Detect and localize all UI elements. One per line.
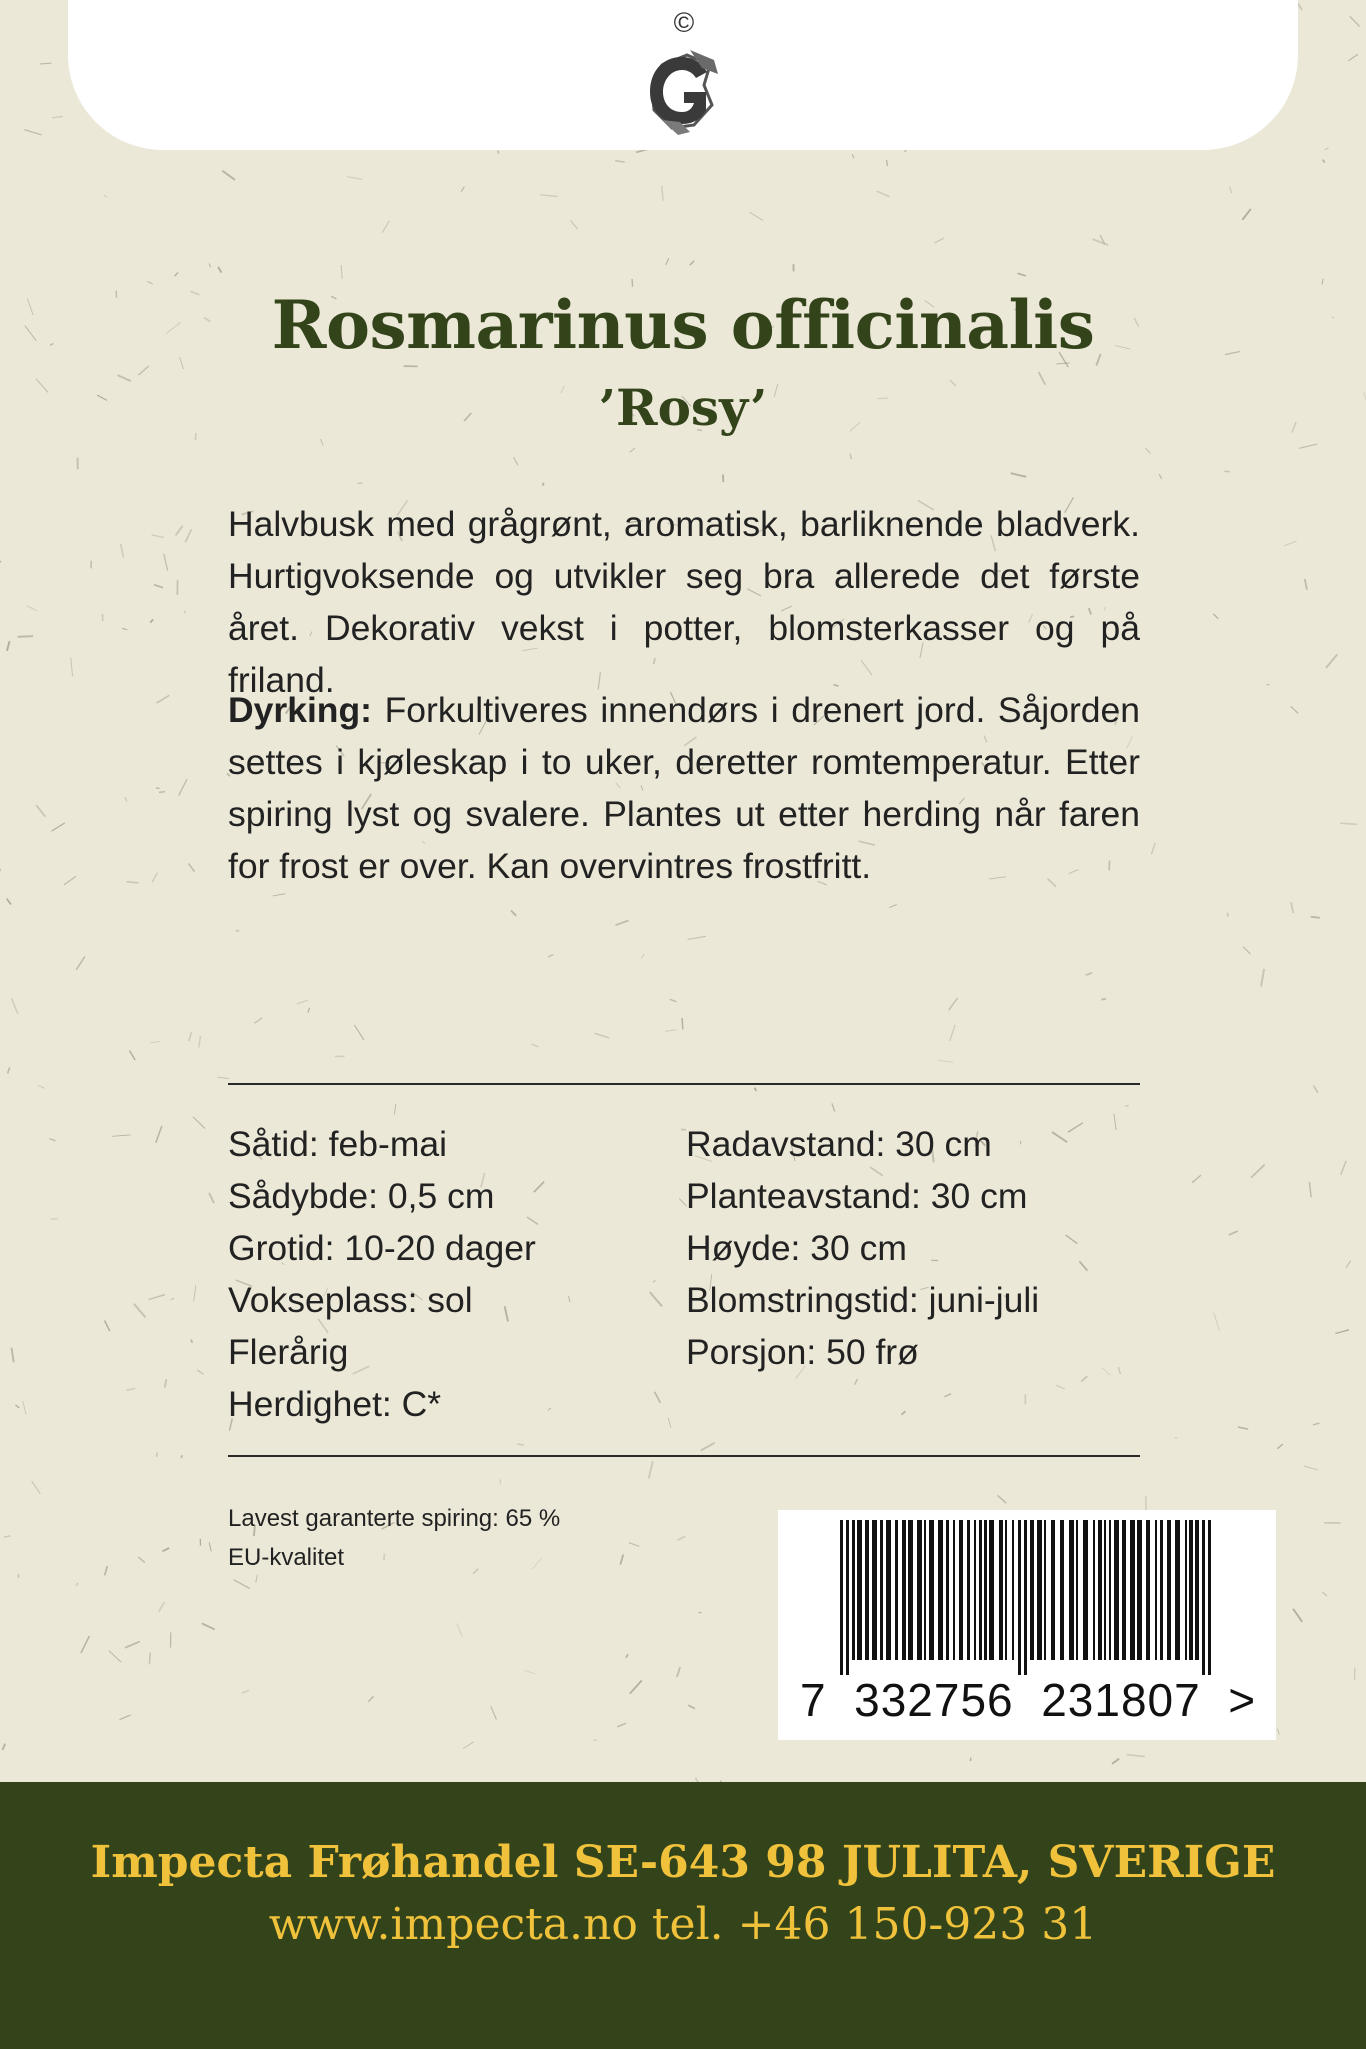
spec-sowing-time: Såtid: feb-mai (228, 1124, 448, 1164)
spec-sowing-depth: Sådybde: 0,5 cm (228, 1176, 495, 1216)
company-contact: www.impecta.no tel. +46 150-923 31 (268, 1899, 1098, 1950)
spec-hardiness: Herdighet: C* (228, 1384, 442, 1424)
spec-portion: Porsjon: 50 frø (686, 1332, 919, 1372)
barcode-number: 7 332756 231807 > (800, 1674, 1257, 1726)
cultivation-label: Dyrking: (228, 690, 372, 730)
impecta-logo-icon (632, 7, 732, 145)
spec-perennial: Flerårig (228, 1332, 349, 1372)
spec-flowering-time: Blomstringstid: juni-juli (686, 1280, 1040, 1320)
copyright-symbol: © (673, 7, 695, 38)
germination-guarantee: Lavest garanterte spiring: 65 % (228, 1505, 561, 1532)
quality-grade: EU-kvalitet (228, 1544, 345, 1571)
barcode-icon (800, 1520, 1272, 1675)
spec-location: Vokseplass: sol (228, 1280, 473, 1320)
cultivation-paragraph (228, 684, 1140, 892)
barcode-panel (778, 1510, 1276, 1740)
spec-row-spacing: Radavstand: 30 cm (686, 1124, 992, 1164)
cultivation-text: Forkultiveres innendørs i drenert jord. Såjorden settes i kjøleskap i to uker, deretter romtemperatur. Etter spiring lyst og svalere. Plantes ut etter herding når faren for frost er over. Kan overvintres frostfritt. (228, 690, 1140, 886)
product-description: Halvbusk med grågrønt, aromatisk, barliknende bladverk. Hurtigvoksende og utvikler seg bra allerede det første året. Dekorativ vekst i potter, blomsterkasser og på friland. (228, 504, 1140, 700)
spec-plant-spacing: Planteavstand: 30 cm (686, 1176, 1028, 1216)
spec-germination-time: Grotid: 10-20 dager (228, 1228, 536, 1268)
product-cultivar: ’Rosy’ (598, 378, 768, 437)
product-title: Rosmarinus officinalis (271, 286, 1095, 364)
specs-right-column (686, 1118, 1039, 1378)
divider-top (228, 1083, 1140, 1085)
divider-bottom (228, 1455, 1140, 1457)
spec-height: Høyde: 30 cm (686, 1228, 907, 1268)
company-address: Impecta Frøhandel SE-643 98 JULITA, SVERIGE (90, 1837, 1276, 1888)
specs-left-column (228, 1118, 536, 1430)
